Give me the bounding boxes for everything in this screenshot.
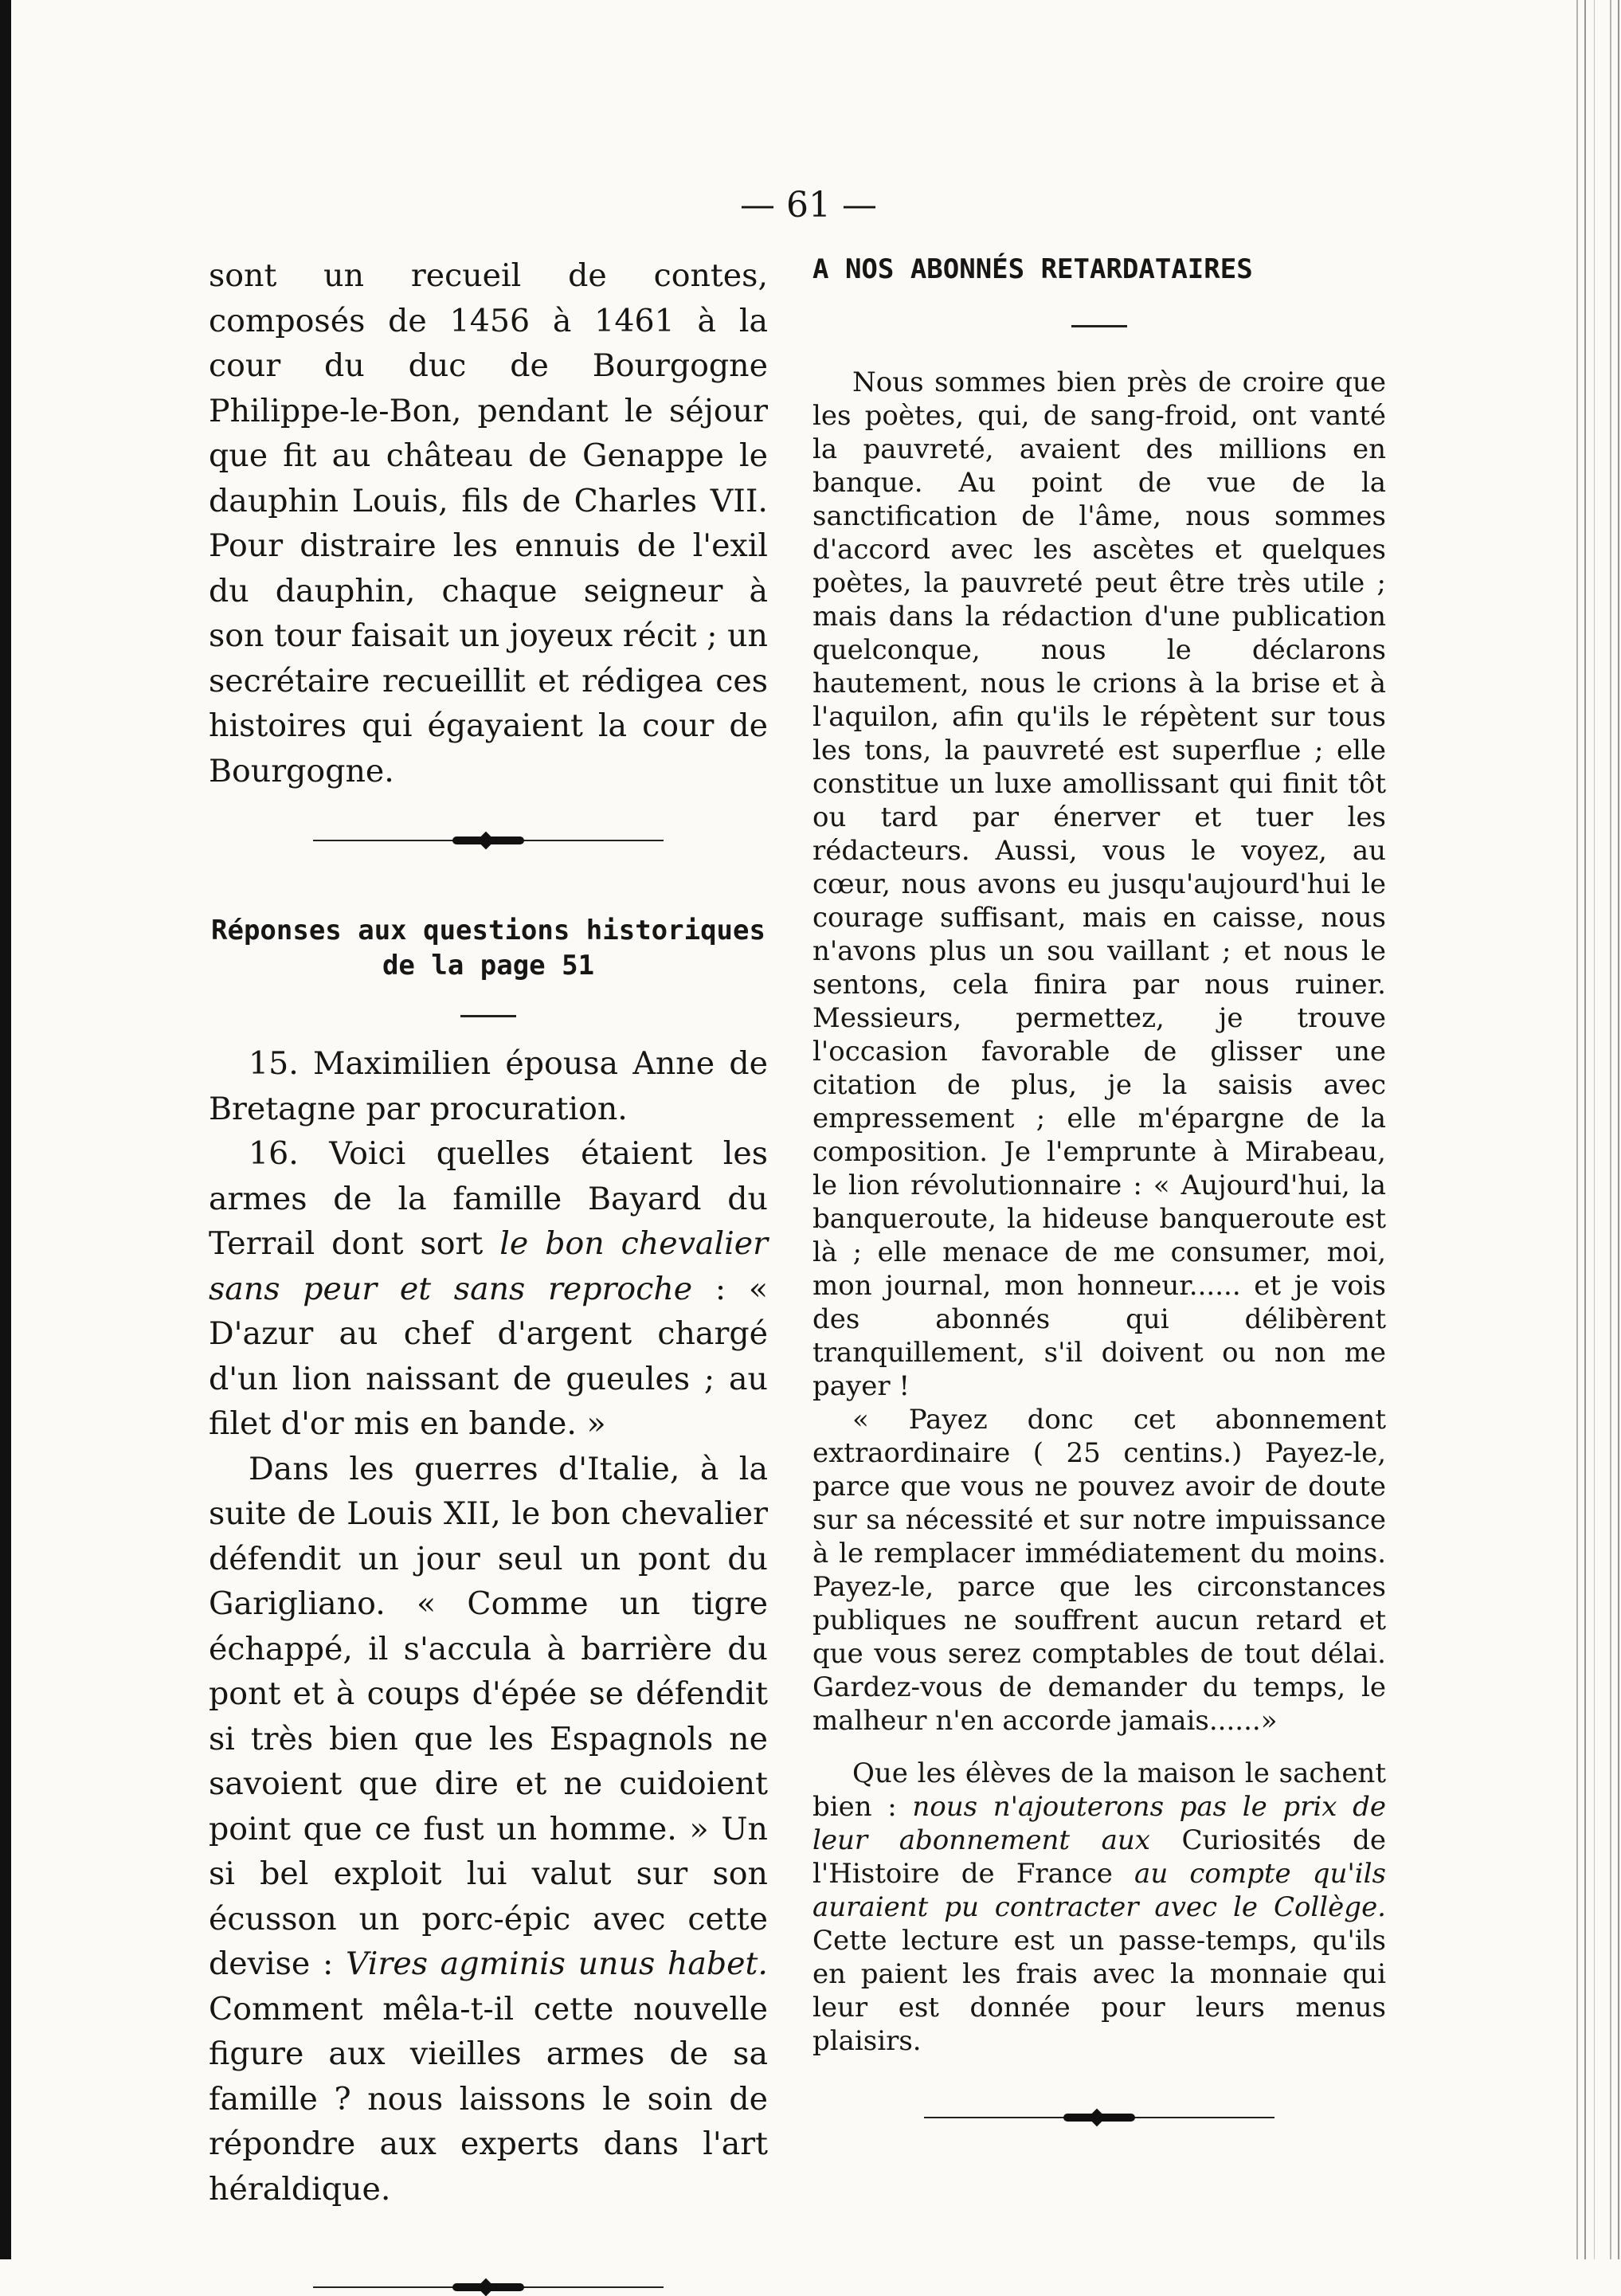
answer-16-end: : « D'azur au chef d'argent chargé d'un lion naissant de gueules ; au filet d'or mis en bande. » [209,1270,768,1442]
italy-paragraph [209,1447,768,2212]
ornament-divider-right [924,2109,1274,2126]
ornament-divider-bottom [313,2278,664,2296]
motto: Vires agminis unus habet. [345,1945,768,1982]
right-paragraph-3 [812,1757,1386,2058]
p3-mid: Curiosités de l'Histoire de France [812,1824,1386,1890]
answer-15: 15. Maximilien épousa Anne de Bretagne par procuration. [209,1045,768,1127]
p3-start: Que les élèves de la maison le sachent bien : [812,1757,1386,1823]
answer-16 [209,1131,768,1447]
scan-left-edge [0,0,11,2259]
right-column [812,253,1386,2126]
right-heading-rule [1071,325,1127,327]
answer-16-italic: le bon chevalier sans peur et sans reproche [209,1225,768,1307]
page-number: — 61 — [740,185,877,225]
right-heading: A NOS ABONNÉS RETARDATAIRES [812,253,1253,285]
left-column [209,253,768,2296]
intro-paragraph: sont un recueil de contes, composés de 1456 à 1461 à la cour du duc de Bourgogne Philippe-le-Bon, pendant le séjour que fit au château de Genappe le dauphin Louis, fils de Charles VII. Pour distraire les ennuis de l'exil du dauphin, chaque seigneur à son tour faisait un joyeux récit ; un secrétaire recueillit et rédigea ces histoires qui égayaient la cour de Bourgogne. [209,257,768,789]
italy-end: Comment mêla-t-il cette nouvelle figure aux vieilles armes de sa famille ? nous laissons le soin de répondre aux experts dans l'art héraldique. [209,1990,768,2208]
p3-italic-1: nous n'ajouterons pas le prix de leur abonnement aux [812,1791,1386,1856]
section-heading: Réponses aux questions historiques de la page 51 [211,915,765,981]
p3-italic-2: au compte qu'ils auraient pu contracter avec le Collège. [812,1858,1386,1923]
answer-16-start: 16. Voici quelles étaient les armes de la famille Bayard du Terrail dont sort [209,1135,768,1262]
heading-rule [460,1015,516,1017]
ornament-divider [313,832,664,849]
right-paragraph-2: « Payez donc cet abonnement extraordinaire ( 25 centins.) Payez-le, parce que vous ne pouvez avoir de doute sur sa nécessité et sur notre impuissance à le remplacer immédiatement du moins. Payez-le, parce que les circonstances publiques ne souffrent aucun retard et que vous serez comptables de tout délai. Gardez-vous de demander du temps, le malheur n'en accorde jamais......» [812,1404,1386,1737]
scan-right-edge [1570,0,1621,2259]
p3-end: Cette lecture est un passe-temps, qu'ils en paient les frais avec la monnaie qui leur est donnée pour leurs menus plaisirs. [812,1925,1386,2057]
right-paragraph-1: Nous sommes bien près de croire que les poètes, qui, de sang-froid, ont vanté la pauvreté, avaient des millions en banque. Au point de vue de la sanctification de l'âme, nous sommes d'accord avec les ascètes et quelques poètes, la pauvreté peut être très utile ; mais dans la rédaction d'une publication quelconque, nous le déclarons hautement, nous le crions à la brise et à l'aquilon, afin qu'ils le répètent sur tous les tons, la pauvreté est superflue ; elle constitue un luxe amollissant qui finit tôt ou tard par énerver et tuer les rédacteurs. Aussi, vous le voyez, au cœur, nous avons eu jusqu'aujourd'hui le courage suffisant, mais en caisse, nous n'avons plus un sou vaillant ; et nous le sentons, cela finira par nous ruiner. Messieurs, permettez, je trouve l'occasion favorable de glisser une citation de plus, je la saisis avec empressement ; elle m'épargne de la composition. Je l'emprunte à Mirabeau, le lion révolutionnaire : « Aujourd'hui, la banqueroute, la hideuse banqueroute est là ; elle menace de me consumer, moi, mon journal, mon honneur...... et je vois des abonnés qui délibèrent tranquillement, s'il doivent ou non me payer ! [812,366,1386,1402]
italy-start: Dans les guerres d'Italie, à la suite de Louis XII, le bon chevalier défendit un jour seul un pont du Garigliano. « Comme un tigre échappé, il s'accula à barrière du pont et à coups d'épée se défendit si très bien que les Espagnols ne savoient que dire et ne cuidoient point que ce fust un homme. » Un si bel exploit lui valut sur son écusson un porc-épic avec cette devise : [209,1450,768,1982]
